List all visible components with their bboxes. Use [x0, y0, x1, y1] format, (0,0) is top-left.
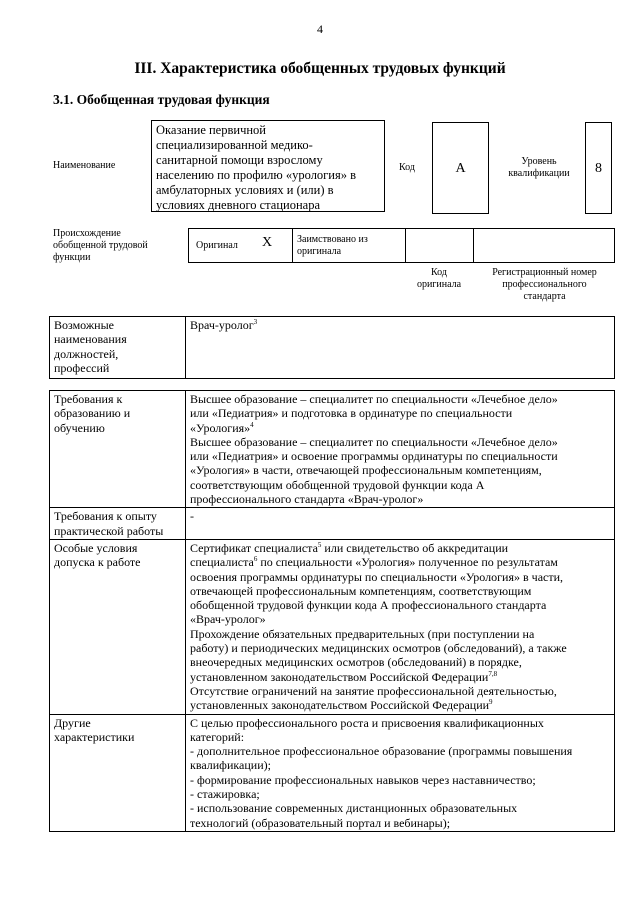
code-original-caption — [405, 267, 473, 291]
reg-number-caption-line: профессионального — [502, 279, 587, 290]
positions-label-line: профессий — [54, 360, 110, 375]
other-characteristics-label — [50, 714, 186, 831]
other-line: - дополнительное профессиональное образование (программы повышения — [190, 744, 573, 759]
education-line: Высшее образование – специалитет по специальности «Лечебное дело» — [190, 392, 558, 406]
page-number: 4 — [317, 22, 323, 36]
education-value — [186, 391, 615, 508]
special-line: работу) и периодических медицинских осмотров (обследований), а также — [190, 641, 567, 656]
special-line: «Врач-уролог» — [190, 612, 266, 627]
code-original-caption-line: Код — [431, 267, 447, 278]
education-label-line: образованию и — [54, 406, 131, 421]
education-line: или «Педиатрия» и подготовка в ординатуре по специальности — [190, 406, 513, 421]
education-line: Высшее образование – специалитет по специальности «Лечебное дело» — [190, 434, 558, 449]
code-label: Код — [399, 162, 415, 173]
reg-number-caption — [474, 267, 615, 303]
subsection-title: 3.1. Обобщенная трудовая функция — [53, 92, 270, 107]
special-line: освоения программы ординатуры по специальности «Урология» в части, — [190, 569, 564, 584]
education-line: соответствующим обобщенной трудовой функции кода А — [190, 477, 485, 492]
special-line-text: установленном законодательством Российской Федерации — [190, 669, 489, 684]
special-line — [190, 541, 610, 555]
position-title: Врач-уролог — [190, 318, 254, 332]
code-value: А — [455, 161, 466, 176]
level-value-box — [585, 122, 612, 214]
special-conditions-value — [186, 539, 615, 714]
table-row — [50, 539, 615, 714]
special-line — [190, 698, 610, 712]
reg-number-caption-line: стандарта — [523, 291, 566, 302]
origin-box — [188, 228, 615, 263]
experience-label-line: практической работы — [54, 523, 164, 538]
other-characteristics-value — [186, 714, 615, 831]
origin-label-line: функции — [53, 252, 91, 263]
function-name-line: условиях дневного стационара — [156, 198, 321, 212]
section-title: III. Характеристика обобщенных трудовых функций — [134, 60, 506, 77]
special-line-text: по специальности «Урология» полученное по результатам — [257, 555, 558, 570]
other-line: квалификации); — [190, 758, 271, 773]
special-line — [190, 670, 610, 684]
other-line: - использование современных дистанционных образовательных — [190, 801, 518, 816]
level-label-line: Уровень — [521, 156, 557, 167]
borrowed-label-line: Заимствовано из — [297, 234, 368, 245]
function-name-line: амбулаторных условиях и (или) в — [156, 183, 334, 197]
requirements-table — [49, 390, 615, 832]
other-label-line: характеристики — [54, 729, 135, 744]
code-original-caption-line: оригинала — [416, 279, 462, 290]
special-line: отвечающей профессиональным компетенциям, соответствующим — [190, 583, 532, 598]
special-conditions-label — [50, 539, 186, 714]
other-line: технологий (образовательный портал и вебинары); — [190, 815, 451, 830]
special-line-text: установленных законодательством Российской Федерации — [190, 698, 490, 713]
education-line: «Урология» в части, отвечающей профессиональным компетенциям, — [190, 463, 542, 478]
other-line: - формирование профессиональных навыков через наставничество; — [190, 772, 536, 787]
origin-label-line: Происхождение — [53, 228, 121, 239]
special-line: внеочередных медицинских осмотров (обследований) в порядке, — [190, 655, 522, 670]
level-value: 8 — [595, 161, 602, 176]
experience-value: - — [186, 508, 615, 540]
function-name-box — [151, 120, 385, 212]
special-line — [190, 555, 610, 569]
other-line: - стажировка; — [190, 787, 260, 802]
table-row — [50, 508, 615, 540]
borrowed-label-line: оригинала — [297, 246, 342, 257]
education-line: профессионального стандарта «Врач-уролог» — [190, 492, 424, 507]
origin-divider — [405, 228, 406, 263]
education-line: или «Педиатрия» и освоение программы ординатуры по специальности — [190, 449, 558, 464]
positions-label — [50, 317, 186, 379]
original-mark: X — [262, 235, 273, 250]
special-line: Отсутствие ограничений на занятие профессиональной деятельностью, — [190, 683, 557, 698]
other-line: С целью профессионального роста и присвоения квалификационных — [190, 715, 544, 730]
special-line-text: специалиста — [190, 555, 254, 570]
table-row — [50, 391, 615, 508]
table-row — [50, 714, 615, 831]
experience-label-line: Требования к опыту — [54, 509, 157, 524]
positions-label-line: Возможные — [54, 318, 114, 332]
education-line — [190, 421, 610, 435]
function-name-line: населению по профилю «урология» в — [156, 168, 357, 182]
other-line: категорий: — [190, 729, 245, 744]
origin-label-line: обобщенной трудовой — [53, 240, 148, 251]
function-name-line: Оказание первичной — [156, 123, 266, 137]
origin-divider — [292, 228, 293, 263]
footnote-ref: 9 — [489, 698, 493, 707]
footnote-ref: 4 — [250, 420, 254, 429]
footnote-ref: 5 — [317, 540, 322, 549]
education-label — [50, 391, 186, 508]
special-line-text: или свидетельство об аккредитации — [321, 540, 509, 555]
original-label: Оригинал — [196, 240, 238, 251]
education-label-line: обучению — [54, 420, 105, 435]
level-label — [500, 156, 578, 180]
positions-label-line: наименования — [54, 332, 127, 347]
special-label-line: Особые условия — [54, 540, 138, 555]
footnote-ref: 3 — [253, 318, 258, 326]
origin-label — [53, 228, 148, 264]
origin-divider — [473, 228, 474, 263]
education-line-text: «Урология» — [190, 420, 251, 435]
special-label-line: допуска к работе — [54, 555, 141, 570]
function-name-line: специализированной медико- — [156, 138, 313, 152]
function-name-line: санитарной помощи взрослому — [156, 153, 323, 167]
reg-number-caption-line: Регистрационный номер — [492, 267, 597, 278]
experience-label — [50, 508, 186, 540]
footnote-ref: 7,8 — [488, 669, 498, 678]
positions-table — [49, 316, 615, 379]
special-line: обобщенной трудовой функции кода А профессионального стандарта — [190, 598, 547, 613]
special-line-text: Сертификат специалиста — [190, 540, 318, 555]
level-label-line: квалификации — [508, 168, 570, 179]
code-value-box — [432, 122, 489, 214]
borrowed-label — [297, 234, 368, 258]
name-label: Наименование — [53, 160, 116, 171]
positions-value — [186, 317, 615, 379]
positions-label-line: должностей, — [54, 346, 119, 361]
footnote-ref: 6 — [253, 555, 258, 564]
other-label-line: Другие — [54, 715, 91, 730]
table-row — [50, 317, 615, 379]
education-label-line: Требования к — [54, 392, 123, 406]
special-line: Прохождение обязательных предварительных (при поступлении на — [190, 626, 535, 641]
